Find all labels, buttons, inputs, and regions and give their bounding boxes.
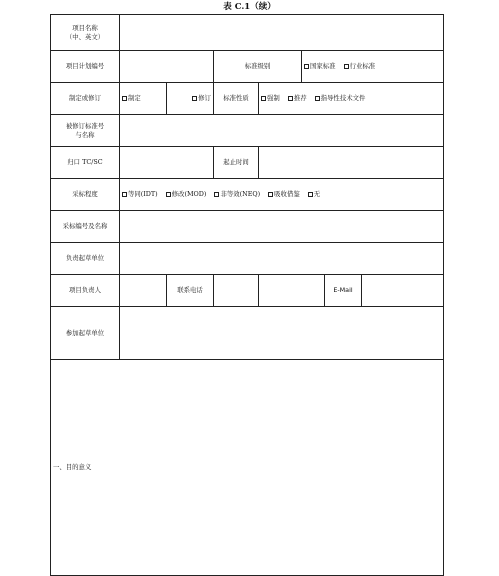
- revise-option-modify-label: 修订: [198, 94, 211, 102]
- plan-number-label: 项目计划编号: [51, 51, 120, 83]
- adopt-option-mod-label: 修改(MOD): [171, 190, 207, 198]
- revised-standard-label: [51, 115, 120, 147]
- adopt-option-neq-label: 非等效(NEQ): [220, 190, 261, 198]
- checkbox-icon: [122, 192, 127, 197]
- adopt-option-idt-label: 等同(IDT): [128, 190, 158, 198]
- project-name-label: [51, 15, 120, 51]
- checkbox-icon: [308, 192, 313, 197]
- project-leader-label: 项目负责人: [51, 275, 120, 307]
- standard-nature-label: 标准性质: [214, 83, 259, 115]
- nature-option-mandatory-label: 强制: [267, 94, 280, 102]
- standard-level-options: [302, 51, 444, 83]
- nature-option-guidance-label: 指导性技术文件: [320, 94, 366, 102]
- checkbox-icon: [304, 64, 309, 69]
- project-leader-field[interactable]: [120, 275, 167, 307]
- adopt-option-none[interactable]: [308, 190, 320, 199]
- email-label: E-Mail: [325, 275, 362, 307]
- row-tc-sc: [51, 147, 444, 179]
- revised-standard-field[interactable]: [120, 115, 444, 147]
- nature-option-guidance[interactable]: [315, 94, 366, 103]
- project-name-field[interactable]: [120, 15, 444, 51]
- row-adoption-degree: [51, 179, 444, 211]
- checkbox-icon: [288, 96, 293, 101]
- project-name-label-line2: （中、英文）: [65, 32, 105, 41]
- checkbox-icon: [214, 192, 219, 197]
- standard-level-label: 标准级别: [214, 51, 302, 83]
- plan-number-field[interactable]: [120, 51, 214, 83]
- adopt-option-reference[interactable]: [268, 190, 300, 199]
- revise-option-modify[interactable]: [167, 83, 214, 115]
- nature-option-mandatory[interactable]: [261, 94, 280, 103]
- row-revise: [51, 83, 444, 115]
- checkbox-icon: [261, 96, 266, 101]
- adoption-number-field[interactable]: [120, 211, 444, 243]
- revised-standard-label-line2: 与名称: [75, 130, 95, 139]
- level-option-national-label: 国家标准: [310, 62, 336, 70]
- adopt-option-mod[interactable]: [166, 190, 207, 199]
- checkbox-icon: [268, 192, 273, 197]
- adoption-degree-options: [120, 179, 444, 211]
- purpose-heading: 一、目的意义: [53, 463, 92, 471]
- drafting-unit-field[interactable]: [120, 243, 444, 275]
- revise-option-create[interactable]: [120, 83, 167, 115]
- standard-nature-options: [259, 83, 444, 115]
- row-participating-units: [51, 307, 444, 360]
- participating-units-label: 参加起草单位: [51, 307, 120, 360]
- phone-field-extension[interactable]: [259, 275, 325, 307]
- revise-label: 制定或修订: [51, 83, 120, 115]
- revise-option-create-label: 制定: [128, 94, 141, 102]
- adopt-option-neq[interactable]: [214, 190, 260, 199]
- drafting-unit-label: 负责起草单位: [51, 243, 120, 275]
- checkbox-icon: [192, 96, 197, 101]
- nature-option-recommended[interactable]: [288, 94, 307, 103]
- row-drafting-unit: [51, 243, 444, 275]
- phone-label: 联系电话: [167, 275, 214, 307]
- revised-standard-label-line1: 被修订标准号: [65, 121, 105, 130]
- project-form-table: [50, 14, 444, 576]
- checkbox-icon: [344, 64, 349, 69]
- nature-option-recommended-label: 推荐: [293, 94, 307, 102]
- participating-units-field[interactable]: [120, 307, 444, 360]
- level-option-national[interactable]: [304, 62, 336, 71]
- email-field[interactable]: [362, 275, 444, 307]
- row-adoption-number: [51, 211, 444, 243]
- adopt-option-idt[interactable]: [122, 190, 158, 199]
- start-end-time-label: 起止时间: [214, 147, 259, 179]
- checkbox-icon: [122, 96, 127, 101]
- adopt-option-reference-label: 吸收借鉴: [274, 190, 300, 198]
- adoption-number-label: 采标编号及名称: [51, 211, 120, 243]
- tc-sc-label: 归口 TC/SC: [51, 147, 120, 179]
- adopt-option-none-label: 无: [313, 190, 321, 198]
- row-project-leader: [51, 275, 444, 307]
- adoption-degree-label: 采标程度: [51, 179, 120, 211]
- level-option-industry[interactable]: [344, 62, 376, 71]
- row-plan-number: [51, 51, 444, 83]
- row-purpose: [51, 360, 444, 576]
- checkbox-icon: [315, 96, 320, 101]
- row-project-name: [51, 15, 444, 51]
- start-end-time-field[interactable]: [259, 147, 444, 179]
- purpose-section[interactable]: [51, 360, 444, 576]
- phone-field[interactable]: [214, 275, 259, 307]
- table-caption: 表 C.1（续）: [223, 2, 276, 12]
- tc-sc-field[interactable]: [120, 147, 214, 179]
- checkbox-icon: [166, 192, 171, 197]
- project-name-label-line1: 项目名称: [72, 23, 98, 32]
- level-option-industry-label: 行业标准: [349, 62, 376, 70]
- row-revised-standard: [51, 115, 444, 147]
